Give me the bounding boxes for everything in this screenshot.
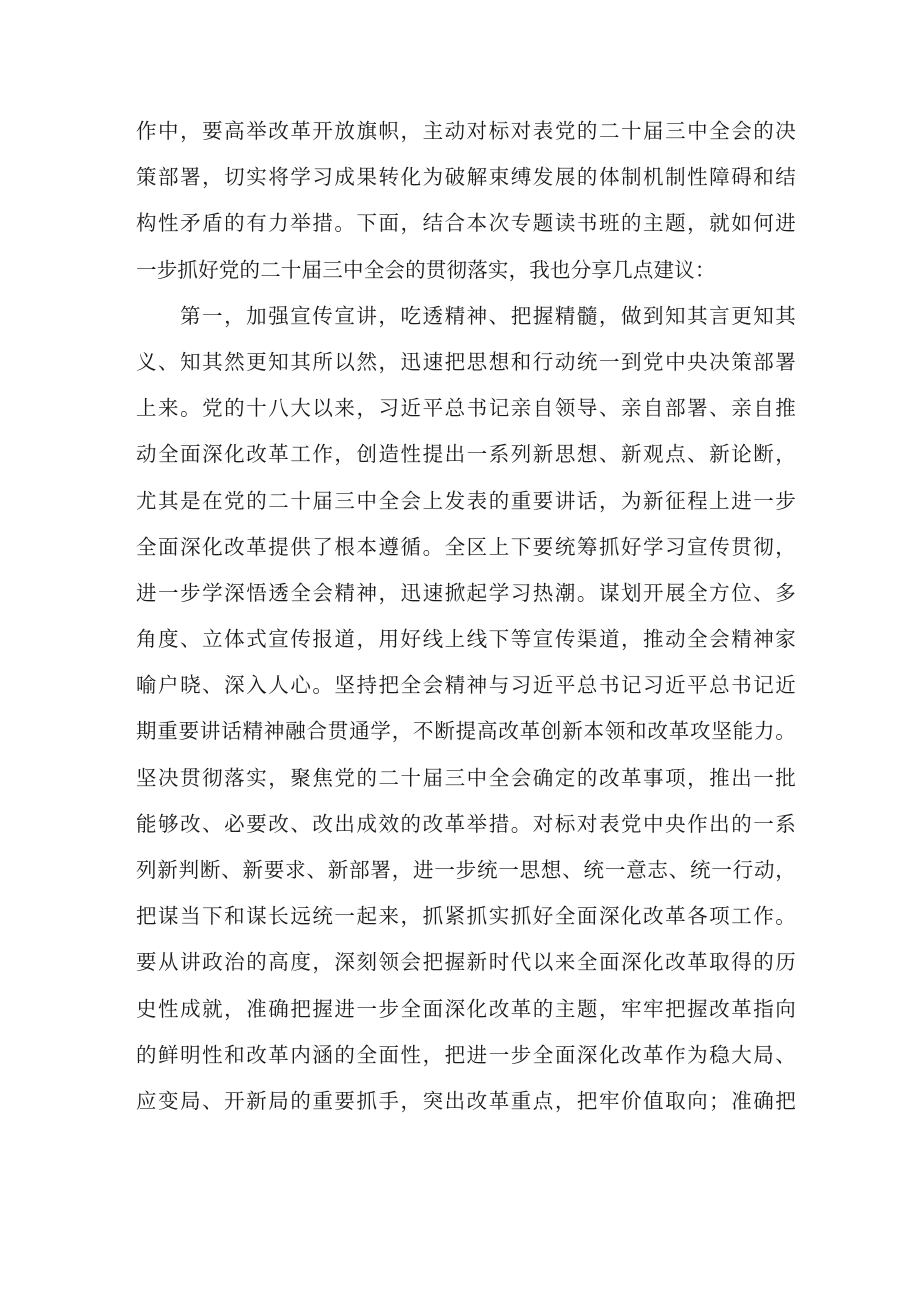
text-line: 一步抓好党的二十届三中全会的贯彻落实，我也分享几点建议： — [136, 257, 716, 282]
text-line: 尤其是在党的二十届三中全会上发表的重要讲话，为新征程上进一步 — [136, 488, 796, 513]
text-line: 策部署，切实将学习成果转化为破解束缚发展的体制机制性障碍和结 — [136, 165, 796, 190]
text-line: 列新判断、新要求、新部署，进一步统一思想、统一意志、统一行动， — [136, 858, 796, 882]
text-line: 进一步学深悟透全会精神，迅速掀起学习热潮。谋划开展全方位、多 — [136, 580, 796, 605]
body-text — [136, 108, 796, 1124]
text-line: 史性成就，准确把握进一步全面深化改革的主题，牢牢把握改革指向 — [136, 996, 796, 1021]
text-line: 坚决贯彻落实，聚焦党的二十届三中全会确定的改革事项，推出一批 — [136, 765, 796, 790]
text-line: 构性矛盾的有力举措。下面，结合本次专题读书班的主题，就如何进 — [136, 211, 796, 236]
text-line: 能够改、必要改、改出成效的改革举措。对标对表党中央作出的一系 — [136, 811, 796, 836]
text-line: 要从讲政治的高度，深刻领会把握新时代以来全面深化改革取得的历 — [136, 950, 796, 975]
text-line: 把谋当下和谋长远统一起来，抓紧抓实抓好全面深化改革各项工作。 — [136, 904, 796, 929]
text-line: 全面深化改革提供了根本遵循。全区上下要统筹抓好学习宣传贯彻， — [136, 534, 796, 559]
text-line: 期重要讲话精神融合贯通学，不断提高改革创新本领和改革攻坚能力。 — [136, 719, 796, 744]
text-line: 角度、立体式宣传报道，用好线上线下等宣传渠道，推动全会精神家 — [136, 627, 796, 652]
text-line: 的鲜明性和改革内涵的全面性，把进一步全面深化改革作为稳大局、 — [136, 1042, 796, 1067]
text-line: 上来。党的十八大以来，习近平总书记亲自领导、亲自部署、亲自推 — [136, 396, 796, 421]
text-line: 作中，要高举改革开放旗帜，主动对标对表党的二十届三中全会的决 — [136, 119, 796, 143]
paragraph-start-line: 第一，加强宣传宣讲，吃透精神、把握精髓，做到知其言更知其 — [180, 303, 796, 328]
text-line: 动全面深化改革工作，创造性提出一系列新思想、新观点、新论断， — [136, 442, 796, 467]
text-line: 义、知其然更知其所以然，迅速把思想和行动统一到党中央决策部署 — [136, 349, 796, 374]
text-line: 喻户晓、深入人心。坚持把全会精神与习近平总书记习近平总书记近 — [136, 673, 796, 698]
text-line: 应变局、开新局的重要抓手，突出改革重点，把牢价值取向；准确把 — [136, 1088, 796, 1113]
